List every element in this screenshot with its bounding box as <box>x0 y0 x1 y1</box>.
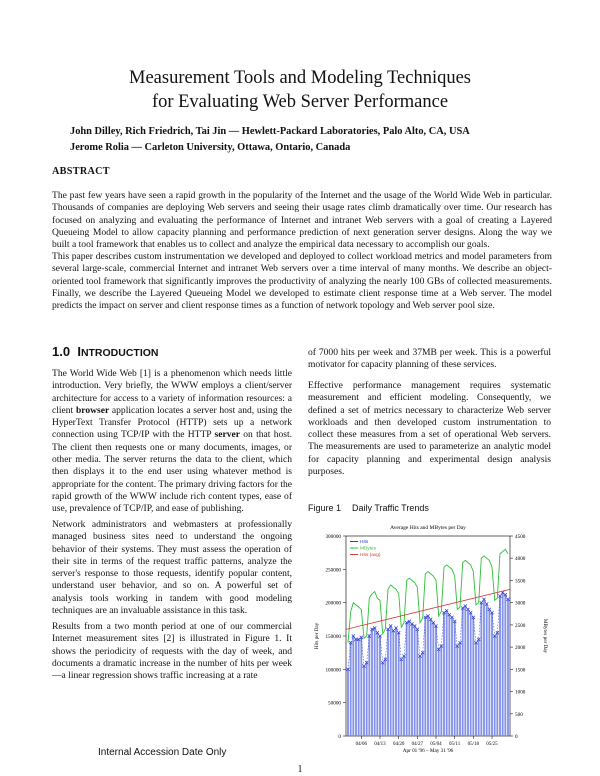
hits-bar <box>368 636 370 736</box>
hits-bar <box>432 623 434 736</box>
hits-bar <box>467 609 469 736</box>
figure-label: Figure 1 <box>308 503 342 513</box>
hits-bar <box>496 633 498 736</box>
authors-hp: John Dilley, Rich Friedrich, Tai Jin — Hewlett-Packard Laboratories, Palo Alto, CA, USA <box>70 126 470 137</box>
hits-bar <box>350 643 352 736</box>
y2-tick-label: 4500 <box>515 534 526 540</box>
intro-paragraph-3: Results from a two month period at one of our commercial Internet measurement sites [2] is illustrated in Figure 1. It shows the periodicity of requests with the day of week, and documents a dramatic increase in the number of hits per week—a linear regression shows traffic increasing at a rate <box>52 621 292 682</box>
hits-bar <box>355 639 357 736</box>
hits-bar <box>366 663 368 736</box>
hits-bar <box>422 653 424 736</box>
hits-bar <box>472 617 474 736</box>
hits-bar <box>475 643 477 736</box>
intro-p1-text-c: application locates a server host and, using the HyperText Transfer Protocol (HTTP) sets up a network connection using TCP/IP with the HTTP <box>52 404 293 441</box>
hits-bar <box>414 626 416 736</box>
y2-tick-label: 2500 <box>515 622 526 629</box>
hits-bar <box>419 656 421 736</box>
hits-bar <box>347 669 349 736</box>
hits-bar <box>398 633 400 736</box>
hits-bar <box>358 639 360 736</box>
right-paragraph-2: Effective performance management requires systematic measurement and efficient modeling. Consequently, we defined a set of metrics necessary to characterize Web server workloads and then developed custom instrumentation to collect these measures from a set of operational Web servers. The measurements are used to parameterize an analytic model for capacity planning and experimental design analysis purposes. <box>308 380 551 478</box>
hits-bar <box>379 636 381 736</box>
author-list <box>70 124 550 156</box>
legend-label: Hits <box>360 540 369 545</box>
hits-bar <box>387 629 389 736</box>
y2-tick-label: 0 <box>515 734 518 740</box>
y2-tick-label: 3500 <box>515 578 526 585</box>
y2-tick-label: 500 <box>515 711 523 718</box>
x-tick-label: 05/25 <box>486 742 498 747</box>
y-tick-label: 300000 <box>325 534 341 540</box>
hits-bar <box>446 611 448 736</box>
right-paragraph-1: of 7000 hits per week and 37MB per week. This is a powerful motivator for capacity planning of these services. <box>308 347 551 371</box>
title-line-2: for Evaluating Web Server Performance <box>151 92 449 112</box>
hits-bar <box>448 615 450 736</box>
hits-bar <box>504 595 506 736</box>
hits-bar <box>478 639 480 736</box>
hits-bar <box>462 608 464 736</box>
x-tick-label: 04/13 <box>374 742 386 747</box>
figure-caption-text: Daily Traffic Trends <box>352 503 429 513</box>
hits-bar <box>392 631 394 736</box>
hits-bar <box>384 659 386 736</box>
y-tick-label: 150000 <box>325 634 341 640</box>
hits-bar <box>443 613 445 736</box>
x-axis-label: Apr 01 '96 – May 31 '96 <box>402 748 454 754</box>
x-tick-label: 04/27 <box>411 742 424 747</box>
abstract-heading: ABSTRACT <box>52 166 110 177</box>
hits-bar <box>494 636 496 736</box>
hits-bar <box>427 616 429 736</box>
x-tick-label: 04/20 <box>392 742 405 747</box>
y-axis-label: Hits per Day <box>314 622 320 650</box>
hits-bar <box>395 628 397 736</box>
hits-bar <box>502 593 504 736</box>
page-number: 1 <box>297 764 303 775</box>
title-line-1: Measurement Tools and Modeling Techniques <box>129 68 471 88</box>
hits-bar <box>382 663 384 736</box>
y2-tick-label: 2000 <box>515 645 526 652</box>
hits-bar <box>435 626 437 736</box>
intro-paragraph-2: Network administrators and webmasters at professionally managed business sites need to understand the ongoing behavior of their systems. They must assess the operation of their site in terms of the request traffic patterns, analyze the server's response to those requests, identify popular content, understand user behavior, and so on. A powerful set of analysis tools working in tandem with good modeling techniques are an invaluable assistance in this task. <box>52 519 292 617</box>
hits-bar <box>480 603 482 736</box>
legend-label: Hits (avg) <box>360 553 381 558</box>
y2-tick-label: 4000 <box>515 556 526 563</box>
x-tick-label: 05/11 <box>449 742 461 747</box>
hits-bar <box>470 613 472 736</box>
hits-bar <box>424 617 426 736</box>
section-title-initial: I <box>77 344 81 359</box>
section-title-rest: NTRODUCTION <box>80 347 159 359</box>
hits-bar <box>483 599 485 736</box>
intro-p1-text-e: on that host. The client then requests one or many documents, images, or other media. The server returns the data to the client, which then displays it to the end user using whatever method is appropriate for the content. The primary driving factors for the rapid growth of the WWW include rich content types, ease of use, prevalence of TCP/IP, and ease of publishing. <box>52 429 292 515</box>
hits-bar <box>360 637 362 736</box>
daily-traffic-chart <box>306 520 554 764</box>
hits-bar <box>363 666 365 736</box>
y2-tick-label: 1000 <box>515 689 526 696</box>
section-number: 1.0 <box>52 344 71 359</box>
y-tick-label: 0 <box>338 734 341 740</box>
x-tick-label: 05/18 <box>467 742 480 747</box>
intro-p1-text-a: The World Wide Web [1] is a phenomenon which needs little introduction. Very briefly, the WWW employs a client/server architecture for access to a variety of information resources: a client <box>52 368 292 416</box>
intro-paragraph-1 <box>52 368 292 516</box>
hits-bar <box>352 636 354 736</box>
intro-term-server: server <box>214 429 240 441</box>
legend-label: MBytes <box>360 546 376 552</box>
hits-bar <box>400 659 402 736</box>
hits-bar <box>438 649 440 736</box>
x-tick-label: 04/06 <box>355 742 368 747</box>
hits-bar <box>371 629 373 736</box>
x-tick-label: 05/04 <box>430 742 442 747</box>
hits-bar <box>408 621 410 736</box>
hits-bar <box>456 646 458 736</box>
hits-bar <box>440 646 442 736</box>
hits-bar <box>430 619 432 736</box>
y-tick-label: 200000 <box>325 600 341 607</box>
paper-title <box>40 66 560 114</box>
y-tick-label: 250000 <box>325 567 341 574</box>
accession-watermark: Internal Accession Date Only <box>98 747 227 758</box>
hits-bar <box>499 596 501 736</box>
y2-tick-label: 3000 <box>515 600 526 607</box>
hits-bar <box>416 629 418 736</box>
y2-tick-label: 1500 <box>515 667 526 674</box>
hits-bar <box>403 656 405 736</box>
y-tick-label: 50000 <box>328 700 341 707</box>
hits-bar <box>406 623 408 736</box>
hits-bar <box>491 613 493 736</box>
hits-bar <box>459 643 461 736</box>
chart-title: Average Hits and MBytes per Day <box>390 525 466 531</box>
hits-bar <box>488 609 490 736</box>
intro-term-browser: browser <box>75 404 110 416</box>
hits-bar <box>376 633 378 736</box>
y-tick-label: 100000 <box>325 667 341 674</box>
hits-bar <box>451 617 453 736</box>
figure-caption <box>308 503 429 513</box>
y2-axis-label: MBytes per Day <box>542 618 548 654</box>
hits-bar <box>486 604 488 736</box>
authors-carleton: Jerome Rolia — Carleton University, Ottawa, Ontario, Canada <box>70 142 351 153</box>
hits-bar <box>411 624 413 736</box>
hits-bar <box>374 628 376 736</box>
hits-bar <box>390 626 392 736</box>
hits-bar <box>464 606 466 736</box>
hits-bar <box>454 621 456 736</box>
abstract-paragraph-2: This paper describes custom instrumentation we developed and deployed to collect workload metrics and model parameters from several large-scale, commercial Internet and intranet Web servers over a time interval of many months. We describe an object-oriented tool framework that significantly improves the productivity of analyzing the nearly 100 GBs of collected measurements. Finally, we describe the Layered Queueing Model we developed to estimate client response time at a Web server. The model predicts the impact on server and client response times as a function of network topology and Web server pool size. <box>52 251 552 312</box>
section-heading-introduction <box>52 344 159 359</box>
hits-bar <box>507 599 509 736</box>
abstract-paragraph-1: The past few years have seen a rapid growth in the popularity of the Internet and the usage of the World Wide Web in particular. Thousands of companies are deploying Web servers and seeing their usage rates climb dramatically over time. Our research has focused on analyzing and evaluating the performance of Internet and intranet Web servers with a goal of creating a Layered Queueing Model to allow capacity planning and performance prediction of next generation server designs. Along the way we built a tool framework that enables us to collect and analyze the empirical data necessary to accomplish our goals. <box>52 190 552 251</box>
